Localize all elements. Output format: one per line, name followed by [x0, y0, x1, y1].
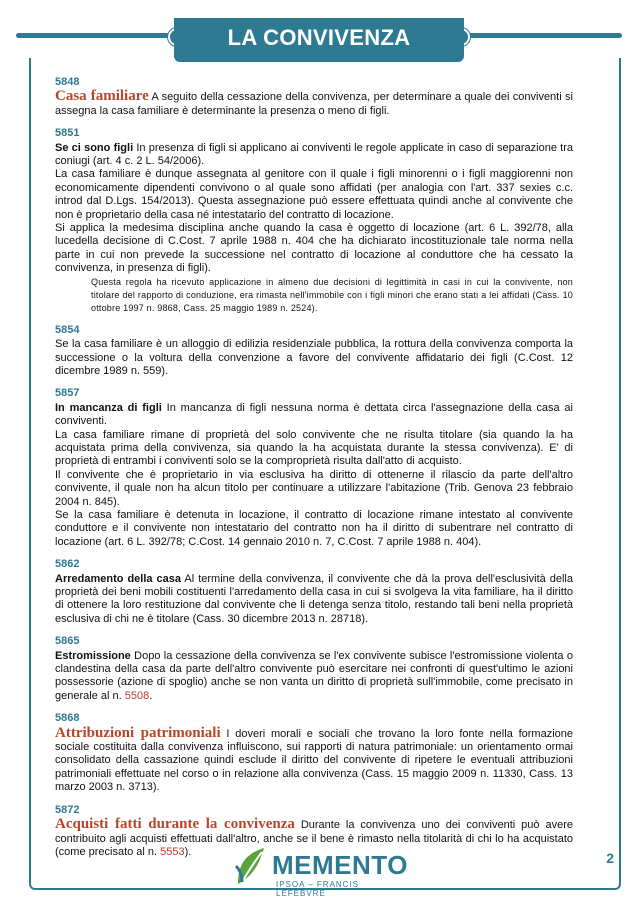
cross-reference-link[interactable]: 5508 [124, 689, 150, 702]
section-paragraph [55, 650, 573, 704]
section-title: Arredamento della casa [55, 572, 182, 585]
section-5848 [55, 76, 573, 118]
document-body [55, 76, 573, 868]
section-number: 5848 [55, 76, 80, 88]
section-5868 [55, 712, 573, 794]
section-5865 [55, 635, 573, 703]
section-text-end: ). [184, 845, 192, 858]
publisher-name: IPSOA – FRANCIS LEFEBVRE [276, 880, 360, 898]
section-paragraph-3: Il convivente che è proprietario in via esclusiva ha diritto di ottenerne il rilascio da parte dell'altro convivente, il quale non ha alcun titolo per continuare a utilizzare l'abitazione (Trib. Genova 23 febbraio 2004 n. 845). [55, 468, 573, 508]
section-paragraph [55, 573, 573, 627]
section-text: Al termine della convivenza, il convivente che dà la prova dell'esclusività della proprietà dei beni mobili costituenti l'arredamento della casa in cui si svolgeva la vita familiare, ha il diritto di ottenere la loro restituzione dal convivente che li detenga senza titolo, restando tali beni nella proprietà esclusiva di chi ne è titolare (Cass. 30 dicembre 2013 n. 28718). [55, 572, 573, 625]
section-number: 5857 [55, 387, 80, 400]
section-paragraph [55, 724, 573, 795]
page-title: LA CONVIVENZA [174, 18, 464, 62]
section-text: In presenza di figli si applicano ai conviventi le regole applicate in caso di separazione tra coniugi (art. 4 c. 2 L. 54/2006). [55, 141, 573, 168]
header-banner [16, 18, 622, 62]
section-5857 [55, 387, 573, 549]
section-text-end: . [149, 689, 153, 702]
section-title: Attribuzioni patrimoniali [55, 724, 221, 741]
section-5862 [55, 558, 573, 626]
page-number: 2 [606, 850, 614, 866]
section-paragraph-3: Si applica la medesima disciplina anche quando la casa è oggetto di locazione (art. 6 L. 392/78, alla lucedella decisione di C.Cost. 7 aprile 1988 n. 404 che ha dichiarato incostituzionale tale norma nella parte in cui non prevede la successione nel contratto di locazione al conduttore che ha cessato la convivenza, in presenza di figli). [55, 222, 573, 275]
section-paragraph-2: La casa familiare rimane di proprietà del solo convivente che ne risulta titolare (sia quando la ha acquistata prima della convivenza, sia quando la ha acquistata durante la stessa convivenza). E' di proprietà di entrambi i conviventi solo se la comproprietà risulta dall'atto di acquisto. [55, 428, 573, 468]
section-note: Questa regola ha ricevuto applicazione in almeno due decisioni di legittimità in casi in cui la convivente, non titolare del rapporto di conduzione, era rimasta nell'immobile con i figli minori che erano stati a lei affidati (Cass. 10 ottobre 1997 n. 9868, Cass. 25 maggio 1989 n. 2524). [91, 276, 573, 313]
section-number: 5851 [55, 127, 80, 140]
brand-name: MEMENTO [272, 850, 408, 880]
section-text: Dopo la cessazione della convivenza se l'ex convivente subisce l'estromissione violenta o clandestina della casa da parte dell'altro convivente può esercitare nei confronti di quest'ultimo le azioni possessorie (azione di spoglio) anche se non vanta un diritto di proprietà sull'immobile, come precisato in generale al n. [55, 649, 573, 702]
section-title: Se ci sono figli [55, 141, 134, 154]
section-text: Se la casa familiare è un alloggio di edilizia residenziale pubblica, la rottura della convivenza comporta la successione o la voltura della convenzione a favore del convivente affidatario dei figli (C.Cost. 12 dicembre 1989 n. 559). [55, 338, 573, 377]
header-rule-right [462, 33, 622, 38]
section-number: 5868 [55, 712, 80, 725]
section-paragraph [55, 402, 573, 429]
section-number: 5872 [55, 803, 80, 816]
section-paragraph [55, 90, 573, 118]
section-title: Estromissione [55, 649, 131, 662]
section-paragraph-4: Se la casa familiare è detenuta in locazione, il contratto di locazione rimane intestato al convivente conduttore e il convivente non intestatario del contratto non ha il diritto di subentrare nel contratto di locazione (art. 6 L. 392/78; C.Cost. 14 gennaio 2010 n. 7, C.Cost. 7 aprile 1988 n. 404). [55, 508, 573, 548]
section-text: In mancanza di figli nessuna norma è dettata circa l'assegnazione della casa ai conviventi. [55, 401, 573, 428]
section-number: 5865 [55, 635, 80, 648]
section-5851 [55, 127, 573, 314]
section-paragraph [55, 142, 573, 169]
cross-reference-link[interactable]: 5553 [160, 845, 185, 858]
section-text: I doveri morali e sociali che trovano la loro fonte nella formazione sociale costituita dalla convivenza influiscono, sui rapporti di natura patrimoniale: un orientamento ormai consolidato della cassazione quindi esclude il diritto del convivente di ripetere le eventuali attribuzioni patrimoniali effettuate nel corso o in relazione alla convivenza (Cass. 15 maggio 2009 n. 11330, Cass. 13 marzo 2003 n. 3713). [55, 727, 573, 794]
section-text: A seguito della cessazione della convivenza, per determinare a quale dei conviventi si assegna la casa familiare è determinante la presenza o meno di figli. [55, 91, 573, 117]
section-text: Durante la convivenza uno dei conviventi può avere contribuito agli acquisti effettuati dall'altro, anche se il bene è rimasto nella titolarità di chi lo ha acquistato (come precisato al n. [55, 819, 573, 858]
memento-logo [230, 842, 410, 898]
section-title: Acquisti fatti durante la convivenza [55, 816, 295, 833]
section-title: In mancanza di figli [55, 401, 162, 414]
section-number: 5862 [55, 558, 80, 571]
section-number: 5854 [55, 323, 80, 336]
header-rule-left [16, 33, 176, 38]
section-title: Casa familiare [55, 88, 149, 105]
section-paragraph-2: La casa familiare è dunque assegnata al genitore con il quale i figli minorenni o i figli maggiorenni non economicamente dipendenti convivono o al quale sono affidati (per analogia con l'art. 337 sexies c.c. introd dal D.Lgs. 154/2013). Questa assegnazione può essere effettuata quindi anche al convivente che non è proprietario della casa né intestatario del contratto di locazione. [55, 168, 573, 221]
leaf-logo-icon [234, 846, 268, 886]
section-5854 [55, 324, 573, 379]
